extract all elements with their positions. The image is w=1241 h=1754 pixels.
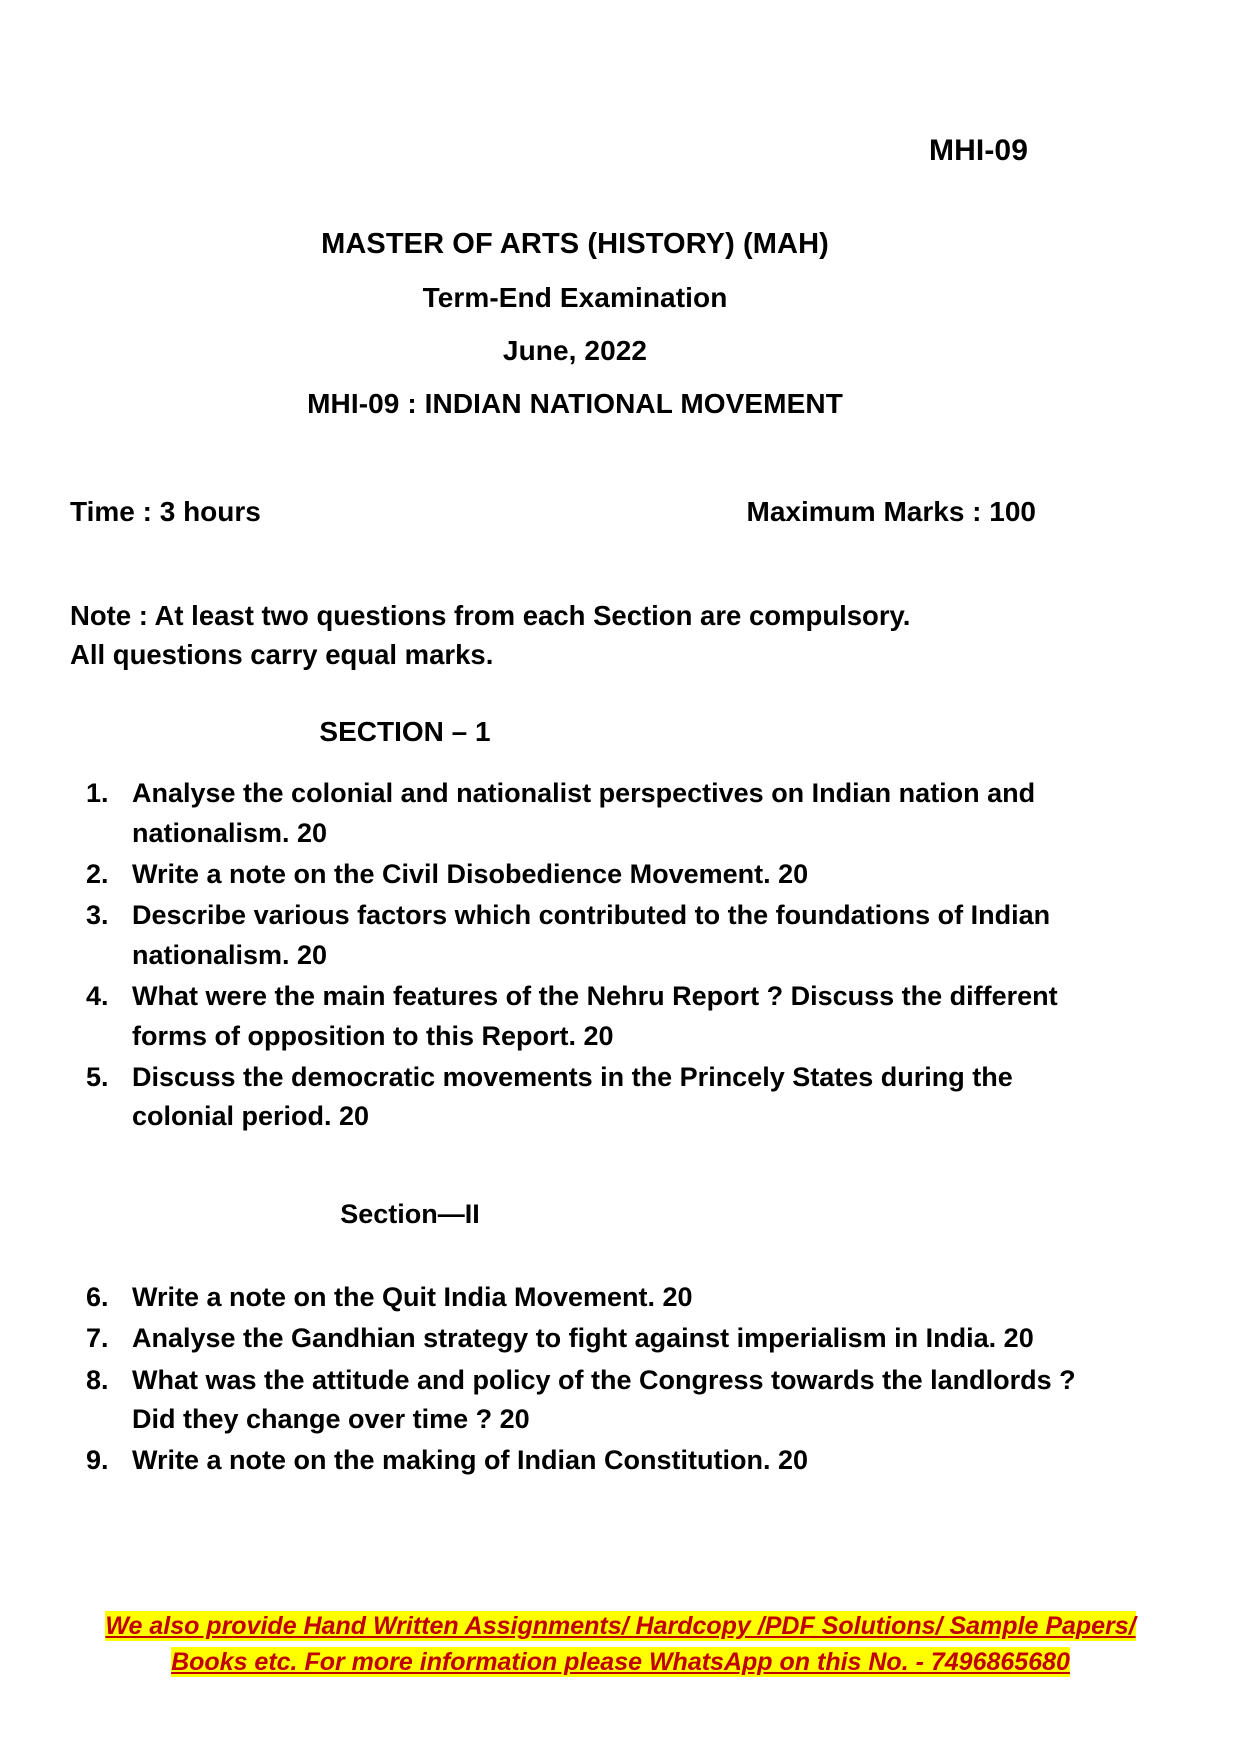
footer-line-1 <box>0 1609 1241 1645</box>
footer-line-2-text: Books etc. For more information please WhatsApp on this No. - 7496865680 <box>171 1647 1070 1676</box>
list-item <box>70 977 1122 1056</box>
question-text: Write a note on the making of Indian Constitution. 20 <box>132 1445 809 1476</box>
question-number: 5. <box>86 1061 109 1092</box>
question-number: 3. <box>86 900 109 931</box>
question-text: Describe various factors which contributed to the foundations of Indian nationalism. 20 <box>132 900 1051 970</box>
section-2-question-list <box>70 1278 1080 1481</box>
promotional-footer-banner <box>0 1609 1241 1680</box>
question-number: 4. <box>86 981 109 1012</box>
program-title: MASTER OF ARTS (HISTORY) (MAH) <box>321 228 829 260</box>
question-number: 1. <box>86 778 109 809</box>
course-code: MHI-09 <box>929 134 1028 167</box>
list-item <box>70 896 1122 975</box>
question-text: Analyse the colonial and nationalist perspectives on Indian nation and nationalism. 20 <box>132 778 1036 848</box>
time-allowed: Time : 3 hours <box>70 496 261 527</box>
list-item <box>70 1319 1122 1358</box>
subject-title: MHI-09 : INDIAN NATIONAL MOVEMENT <box>307 388 843 419</box>
question-text: Discuss the democratic movements in the Princely States during the colonial period. 20 <box>132 1061 1013 1132</box>
exam-type: Term-End Examination <box>422 282 728 313</box>
question-number: 8. <box>86 1364 109 1395</box>
exam-note: Note : At least two questions from each Section are compulsory. All questions carry equal marks. <box>70 600 911 671</box>
maximum-marks: Maximum Marks : 100 <box>746 496 1036 527</box>
footer-line-1-text: We also provide Hand Written Assignments/ Hardcopy /PDF Solutions/ Sample Papers/ <box>105 1612 1136 1640</box>
list-item <box>70 1441 1122 1480</box>
list-item <box>70 1361 1122 1440</box>
question-text: Write a note on the Civil Disobedience Movement. 20 <box>132 858 809 889</box>
question-number: 2. <box>86 858 109 889</box>
question-number: 7. <box>86 1323 109 1354</box>
exam-header-block <box>70 230 1080 418</box>
question-text: Write a note on the Quit India Movement. 20 <box>132 1281 693 1312</box>
section-1-question-list <box>70 774 1080 1137</box>
question-number: 6. <box>86 1281 109 1312</box>
section-2-heading: Section—II <box>340 1198 480 1229</box>
section-1-heading: SECTION – 1 <box>319 716 491 748</box>
exam-session: June, 2022 <box>502 335 648 366</box>
exam-meta-row <box>70 496 1080 528</box>
list-item <box>70 1278 1122 1317</box>
question-text: What was the attitude and policy of the Congress towards the landlords ? Did they change over time ? 20 <box>132 1364 1076 1434</box>
page-content <box>70 0 1080 1483</box>
question-text: Analyse the Gandhian strategy to fight against imperialism in India. 20 <box>132 1323 1034 1354</box>
list-item <box>70 1058 1122 1137</box>
list-item <box>70 855 1122 894</box>
question-text: What were the main features of the Nehru Report ? Discuss the different forms of opposition to this Report. 20 <box>132 981 1058 1051</box>
question-number: 9. <box>86 1445 109 1476</box>
footer-line-2 <box>0 1645 1241 1681</box>
list-item <box>70 774 1122 853</box>
